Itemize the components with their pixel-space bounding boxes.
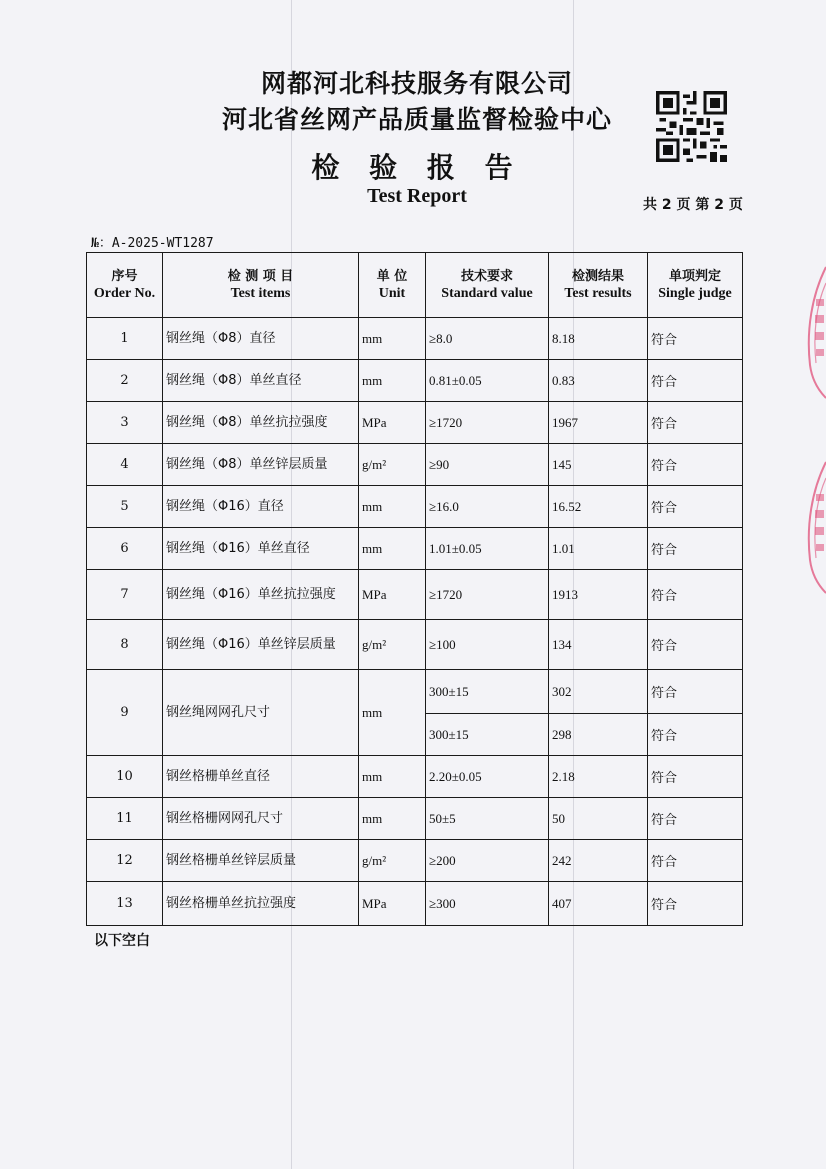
header-cn: 单项判定 <box>668 269 721 284</box>
standard-value: 50±5 <box>426 798 549 840</box>
header-en: Test results <box>564 286 632 301</box>
test-item: 钢丝格栅单丝锌层质量 <box>163 840 359 882</box>
header-cn: 检 测 项 目 <box>227 269 294 284</box>
test-result: 298 <box>549 714 648 756</box>
standard-value: ≥1720 <box>426 570 549 620</box>
single-judge: 符合 <box>648 570 743 620</box>
standard-value: ≥100 <box>426 620 549 670</box>
qr-code-icon <box>656 91 727 162</box>
header-cn: 检测结果 <box>571 269 624 284</box>
test-result: 50 <box>549 798 648 840</box>
test-result: 0.83 <box>549 360 648 402</box>
single-judge: 符合 <box>648 798 743 840</box>
column-header-judge <box>648 253 743 318</box>
single-judge: 符合 <box>648 714 743 756</box>
test-results-table <box>86 252 743 926</box>
unit: g/m² <box>359 840 426 882</box>
unit: MPa <box>359 570 426 620</box>
table-row <box>87 882 743 926</box>
report-title-en: Test Report <box>367 185 467 207</box>
single-judge: 符合 <box>648 402 743 444</box>
header-cn: 技术要求 <box>460 269 513 284</box>
unit: mm <box>359 360 426 402</box>
test-item: 钢丝绳（Φ16）直径 <box>163 486 359 528</box>
table-row <box>87 840 743 882</box>
header-en: Single judge <box>658 286 732 301</box>
test-item: 钢丝绳（Φ8）直径 <box>163 318 359 360</box>
standard-value: ≥300 <box>426 882 549 926</box>
unit: mm <box>359 798 426 840</box>
unit: mm <box>359 528 426 570</box>
single-judge: 符合 <box>648 486 743 528</box>
page-indicator: 共 2 页 第 2 页 <box>643 197 743 213</box>
test-result: 1913 <box>549 570 648 620</box>
table-row <box>87 798 743 840</box>
single-judge: 符合 <box>648 882 743 926</box>
order-number: 4 <box>87 444 163 486</box>
header-en: Test items <box>230 286 291 301</box>
standard-value: ≥200 <box>426 840 549 882</box>
header-cn: 序号 <box>111 269 138 284</box>
standard-value: 300±15 <box>426 670 549 714</box>
order-number: 10 <box>87 756 163 798</box>
order-number: 2 <box>87 360 163 402</box>
unit: mm <box>359 486 426 528</box>
standard-value: 300±15 <box>426 714 549 756</box>
table-row <box>87 620 743 670</box>
test-result: 242 <box>549 840 648 882</box>
report-number: №：A-2025-WT1287 <box>91 236 214 251</box>
table-header-row <box>87 253 743 318</box>
test-item: 钢丝格栅单丝直径 <box>163 756 359 798</box>
unit: g/m² <box>359 620 426 670</box>
test-result: 8.18 <box>549 318 648 360</box>
test-result: 1.01 <box>549 528 648 570</box>
order-number: 5 <box>87 486 163 528</box>
order-number: 7 <box>87 570 163 620</box>
table-row <box>87 402 743 444</box>
standard-value: 2.20±0.05 <box>426 756 549 798</box>
test-result: 145 <box>549 444 648 486</box>
unit: mm <box>359 318 426 360</box>
test-result: 134 <box>549 620 648 670</box>
standard-value: 0.81±0.05 <box>426 360 549 402</box>
single-judge: 符合 <box>648 528 743 570</box>
test-result: 302 <box>549 670 648 714</box>
table-row <box>87 528 743 570</box>
standard-value: ≥16.0 <box>426 486 549 528</box>
test-item: 钢丝绳（Φ8）单丝锌层质量 <box>163 444 359 486</box>
test-item: 钢丝绳网网孔尺寸 <box>163 670 359 756</box>
order-number: 9 <box>87 670 163 756</box>
order-number: 13 <box>87 882 163 926</box>
test-item: 钢丝绳（Φ16）单丝锌层质量 <box>163 620 359 670</box>
report-title-cn: 检 验 报 告 <box>311 151 523 184</box>
order-number: 8 <box>87 620 163 670</box>
standard-value: ≥90 <box>426 444 549 486</box>
test-item: 钢丝格栅单丝抗拉强度 <box>163 882 359 926</box>
table-row <box>87 670 743 714</box>
test-item: 钢丝格栅网网孔尺寸 <box>163 798 359 840</box>
order-number: 6 <box>87 528 163 570</box>
single-judge: 符合 <box>648 756 743 798</box>
standard-value: ≥8.0 <box>426 318 549 360</box>
test-result: 2.18 <box>549 756 648 798</box>
test-item: 钢丝绳（Φ16）单丝抗拉强度 <box>163 570 359 620</box>
column-header-results <box>549 253 648 318</box>
inspection-center-name: 河北省丝网产品质量监督检验中心 <box>221 105 612 134</box>
column-header-items <box>163 253 359 318</box>
table-row <box>87 756 743 798</box>
order-number: 11 <box>87 798 163 840</box>
header-en: Standard value <box>441 286 533 301</box>
test-result: 1967 <box>549 402 648 444</box>
unit: mm <box>359 670 426 756</box>
header-en: Order No. <box>93 286 156 301</box>
table-row <box>87 444 743 486</box>
single-judge: 符合 <box>648 318 743 360</box>
blank-below-note: 以下空白 <box>94 933 150 949</box>
single-judge: 符合 <box>648 620 743 670</box>
table-row <box>87 570 743 620</box>
header-cn: 单 位 <box>376 269 408 284</box>
seal-fragment-icon <box>800 460 826 595</box>
column-header-standard <box>426 253 549 318</box>
single-judge: 符合 <box>648 670 743 714</box>
standard-value: 1.01±0.05 <box>426 528 549 570</box>
single-judge: 符合 <box>648 360 743 402</box>
column-header-unit <box>359 253 426 318</box>
order-number: 3 <box>87 402 163 444</box>
test-item: 钢丝绳（Φ8）单丝抗拉强度 <box>163 402 359 444</box>
single-judge: 符合 <box>648 840 743 882</box>
order-number: 12 <box>87 840 163 882</box>
test-item: 钢丝绳（Φ8）单丝直径 <box>163 360 359 402</box>
table-row <box>87 486 743 528</box>
unit: MPa <box>359 882 426 926</box>
single-judge: 符合 <box>648 444 743 486</box>
test-result: 407 <box>549 882 648 926</box>
organization-name: 网都河北科技服务有限公司 <box>260 69 573 98</box>
table-row <box>87 318 743 360</box>
seal-fragment-icon <box>800 265 826 400</box>
table-row <box>87 360 743 402</box>
test-item: 钢丝绳（Φ16）单丝直径 <box>163 528 359 570</box>
unit: MPa <box>359 402 426 444</box>
header-en: Unit <box>378 286 406 301</box>
test-result: 16.52 <box>549 486 648 528</box>
standard-value: ≥1720 <box>426 402 549 444</box>
unit: mm <box>359 756 426 798</box>
unit: g/m² <box>359 444 426 486</box>
column-header-order <box>87 253 163 318</box>
order-number: 1 <box>87 318 163 360</box>
